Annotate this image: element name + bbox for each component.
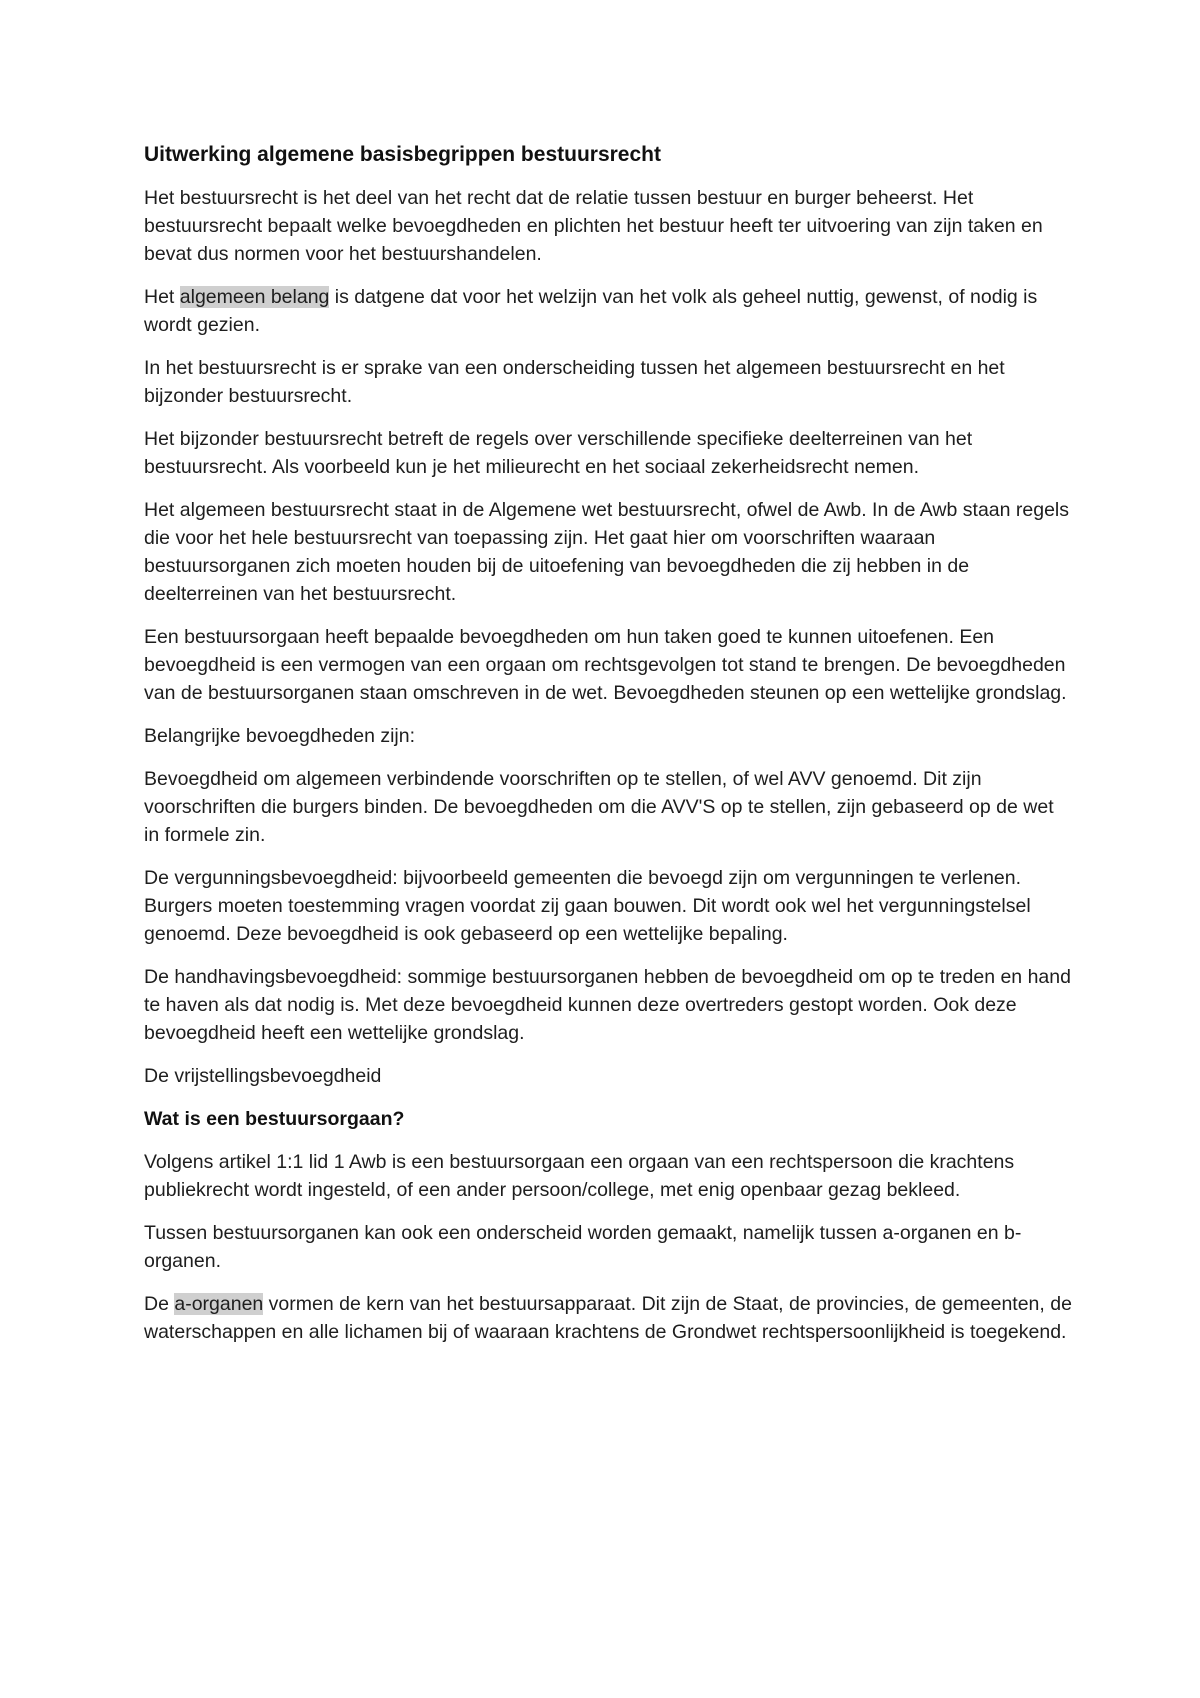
document-title: Uitwerking algemene basisbegrippen bestuursrecht [144, 143, 661, 166]
paragraph-handhavingsbevoegdheid: De handhavingsbevoegdheid: sommige bestuursorganen hebben de bevoegdheid om op te treden en hand te haven als dat nodig is. Met deze bevoegdheid kunnen deze overtreders gestopt worden. Ook deze bevoegdheid heeft een wettelijke grondslag. [144, 966, 1071, 1044]
highlighted-term-algemeen-belang: algemeen belang [179, 286, 330, 308]
paragraph-vergunningsbevoegdheid: De vergunningsbevoegdheid: bijvoorbeeld gemeenten die bevoegd zijn om vergunningen te verlenen. Burgers moeten toestemming vragen voordat zij gaan bouwen. Dit wordt ook wel het vergunningstelsel genoemd. Deze bevoegdheid is ook gebaseerd op een wettelijke bepaling. [144, 867, 1031, 945]
paragraph-algemeen-bestuursrecht: Het algemeen bestuursrecht staat in de Algemene wet bestuursrecht, ofwel de Awb. In de Awb staan regels die voor het hele bestuursrecht van toepassing zijn. Het gaat hier om voorschriften waaraan bestuursorganen zich moeten houden bij de uitoefening van bevoegdheden die zij hebben in de deelterreinen van het bestuursrecht. [144, 499, 1070, 605]
paragraph-a-organen [144, 1290, 1074, 1346]
document-page [144, 140, 1074, 1361]
paragraph-a-b-organen: Tussen bestuursorganen kan ook een onderscheid worden gemaakt, namelijk tussen a-organen en b-organen. [144, 1222, 1022, 1272]
paragraph-text: vormen de kern van het bestuursapparaat. Dit zijn de Staat, de provincies, de gemeenten, de waterschappen en alle lichamen bij of waaraan krachtens de Grondwet rechtspersoonlijkheid is toegekend. [144, 1293, 1072, 1343]
highlighted-term-a-organen: a-organen [174, 1293, 264, 1315]
paragraph-bijzonder-bestuursrecht: Het bijzonder bestuursrecht betreft de regels over verschillende specifieke deelterreinen van het bestuursrecht. Als voorbeeld kun je het milieurecht en het sociaal zekerheidsrecht nemen. [144, 428, 973, 478]
paragraph-algemeen-belang [144, 283, 1074, 339]
paragraph-vrijstellingsbevoegdheid: De vrijstellingsbevoegdheid [144, 1065, 382, 1087]
paragraph-artikel-1-1: Volgens artikel 1:1 lid 1 Awb is een bestuursorgaan een orgaan van een rechtspersoon die krachtens publiekrecht wordt ingesteld, of een ander persoon/college, met enig openbaar gezag bekleed. [144, 1151, 1015, 1201]
paragraph-bevoegdheden: Een bestuursorgaan heeft bepaalde bevoegdheden om hun taken goed te kunnen uitoefenen. Een bevoegdheid is een vermogen van een orgaan om rechtsgevolgen tot stand te brengen. De bevoegdheden van de bestuursorganen staan omschreven in de wet. Bevoegdheden steunen op een wettelijke grondslag. [144, 626, 1067, 704]
paragraph-bestuursrecht-definition: Het bestuursrecht is het deel van het recht dat de relatie tussen bestuur en burger beheerst. Het bestuursrecht bepaalt welke bevoegdheden en plichten het bestuur heeft ter uitvoering van zijn taken en bevat dus normen voor het bestuurshandelen. [144, 187, 1043, 265]
paragraph-text: Het [144, 286, 180, 308]
section-heading: Wat is een bestuursorgaan? [144, 1108, 405, 1130]
paragraph-onderscheiding: In het bestuursrecht is er sprake van een onderscheiding tussen het algemeen bestuursrecht en het bijzonder bestuursrecht. [144, 357, 1005, 407]
paragraph-belangrijke-bevoegdheden: Belangrijke bevoegdheden zijn: [144, 725, 416, 747]
paragraph-text: De [144, 1293, 175, 1315]
paragraph-avv: Bevoegdheid om algemeen verbindende voorschriften op te stellen, of wel AVV genoemd. Dit zijn voorschriften die burgers binden. De bevoegdheden om die AVV'S op te stellen, zijn gebaseerd op de wet in formele zin. [144, 768, 1054, 846]
paragraph-text: is datgene dat voor het welzijn van het volk als geheel nuttig, gewenst, of nodig is wordt gezien. [144, 286, 1038, 336]
